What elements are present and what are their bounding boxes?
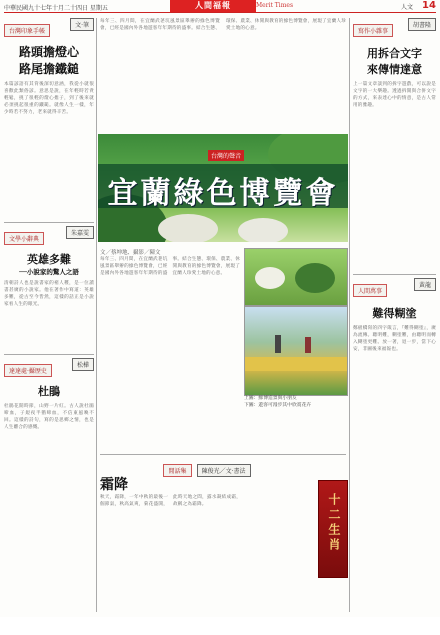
header-rule	[4, 12, 436, 13]
masthead-english: Merit Times	[256, 2, 294, 9]
article-headline: 杜鵑	[38, 385, 60, 398]
article-headline: 難得糊塗	[372, 307, 417, 320]
column-tag: 閒話集	[163, 464, 191, 477]
divider	[353, 274, 436, 275]
column-divider	[349, 18, 350, 612]
visitor-figure	[305, 337, 311, 353]
bush-shape	[295, 263, 335, 293]
sheep-topiary	[238, 218, 288, 242]
article-headline: 霜降	[100, 477, 128, 493]
author-tag: 松樺	[72, 358, 94, 371]
article-headline-line2: 路尾擔鐵鎚	[18, 62, 79, 76]
left-bottom-article	[4, 358, 94, 635]
flower-bed	[245, 357, 347, 371]
feature-label: 台灣的聲音	[208, 150, 244, 161]
page-header	[0, 0, 440, 14]
page-number: 14	[422, 0, 436, 11]
photo-captions	[244, 396, 346, 409]
column-tag: 文學小辭典	[4, 232, 44, 245]
article-body: 本篇諺語有其背後深切意涵，我從小就很喜歡此類俗諺。意思是說，在年輕時若貪輕鬆，挑了很輕的燈心擔子，到了後來就必須挑起很重的鐵鎚。就像人生一樣，年少時若不努力，老來就得辛苦。	[4, 82, 94, 115]
article-body: 上一篇文章談到的拆字遊戲，可以說是文字的一大樂趣。透過拆開與合併文字的方式，來表達心中的情意，是古人常用的雅趣。	[353, 82, 436, 108]
article-body: 秋天，霜降，一年中秋的最後一個節氣，秋高氣爽，菊花盛開，此時天地之間，露水凝結成霜，故稱之為霜降。	[100, 495, 241, 507]
section-name: 人文	[401, 4, 414, 11]
calligraphy-artwork	[318, 480, 348, 578]
article-body: 杜鵑花開時節，山野一片紅。古人說杜鵑啼血，子規夜半猶啼血，不信東風喚不回。這樣的詩句，寫的是思鄉之情，也是人生離合的感慨。	[4, 404, 94, 430]
artwork-text: 十二生肖	[327, 493, 341, 553]
photo-caption-1: 上圖：綠博造景與小朋友	[244, 396, 297, 401]
article-headline: 路頭擔燈心	[18, 45, 79, 59]
divider	[4, 354, 94, 355]
center-bottom-article	[100, 458, 314, 507]
feature-byline: 文／蔡坤地、攝影／陳文	[100, 250, 161, 256]
column-tag: 台灣印象手帳	[4, 24, 50, 37]
article-headline: 用拆合文字	[367, 47, 422, 60]
feature-body-text: 每年三、四月間，在宜蘭武荖坑風景區舉辦的綠色博覽會，已經是國內外各地遊客年年期待的盛事。結合生態、環保、農業、休閒與教育的綠色博覽會，展現了宜蘭人珍愛土地的心意。	[100, 257, 240, 276]
issue-date: 中華民國九十七年十月二十四日 星期五	[4, 5, 108, 12]
article-body: 清朝詩人也是說書家的褚人穫，是一位讀書甚廣的小說家。他在著作中寫道：英雄多難，從古至今皆然，這樣的話正是小說家看人生的眼光。	[4, 281, 94, 307]
expo-photo-top	[244, 248, 348, 306]
visitor-figure	[275, 335, 281, 353]
column-tag: 寫作小雜事	[353, 24, 393, 37]
author-tag: 黃龍	[414, 278, 436, 291]
article-headline: 英雄多難	[27, 253, 71, 266]
photo-caption-2: 下圖：遊客可漫步其中欣賞花卉	[244, 402, 312, 408]
left-top-article	[4, 18, 94, 221]
center-feature-article	[100, 18, 346, 128]
sheep-topiary	[158, 214, 218, 242]
right-bottom-article	[353, 278, 436, 615]
feature-headline: 宜蘭綠色博覽會	[107, 176, 339, 211]
sheep-topiary	[255, 267, 285, 289]
author-tag: 朱嘉雯	[66, 226, 94, 239]
column-divider	[96, 18, 97, 612]
article-headline-line2: 來傳情達意	[367, 63, 422, 76]
article-body: 鄭板橋寫的四字箴言，『難得糊塗』，廣為流傳。聰明難，糊塗難，由聰明而轉入糊塗更難。放一著，退一步，當下心安，非圖後來福報也。	[353, 326, 436, 352]
left-mid-article	[4, 226, 94, 372]
article-subheadline: ──小說家的驚人之語	[19, 268, 79, 276]
column-tag: 人間萬事	[353, 284, 387, 297]
divider	[4, 222, 94, 223]
divider	[100, 454, 346, 455]
feature-title-banner	[98, 134, 348, 242]
feature-body-lower	[100, 256, 240, 452]
column-tag: 達達處‧攝歷史	[4, 364, 52, 377]
author-tag: 胡書隆	[408, 18, 436, 31]
masthead-logo: 人間福報	[170, 0, 256, 12]
expo-photo-bottom	[244, 306, 348, 396]
author-tag: 文‧筆	[70, 18, 94, 31]
feature-body-upper: 每年三、四月間，在宜蘭武荖坑風景區舉辦的綠色博覽會，已經是國內外各地遊客年年期待的盛事。結合生態、環保、農業、休閒與教育的綠色博覽會，展現了宜蘭人珍愛土地的心意。	[100, 19, 346, 31]
author-tag: 陳俊光／文‧書法	[197, 464, 251, 477]
right-top-article	[353, 18, 436, 277]
